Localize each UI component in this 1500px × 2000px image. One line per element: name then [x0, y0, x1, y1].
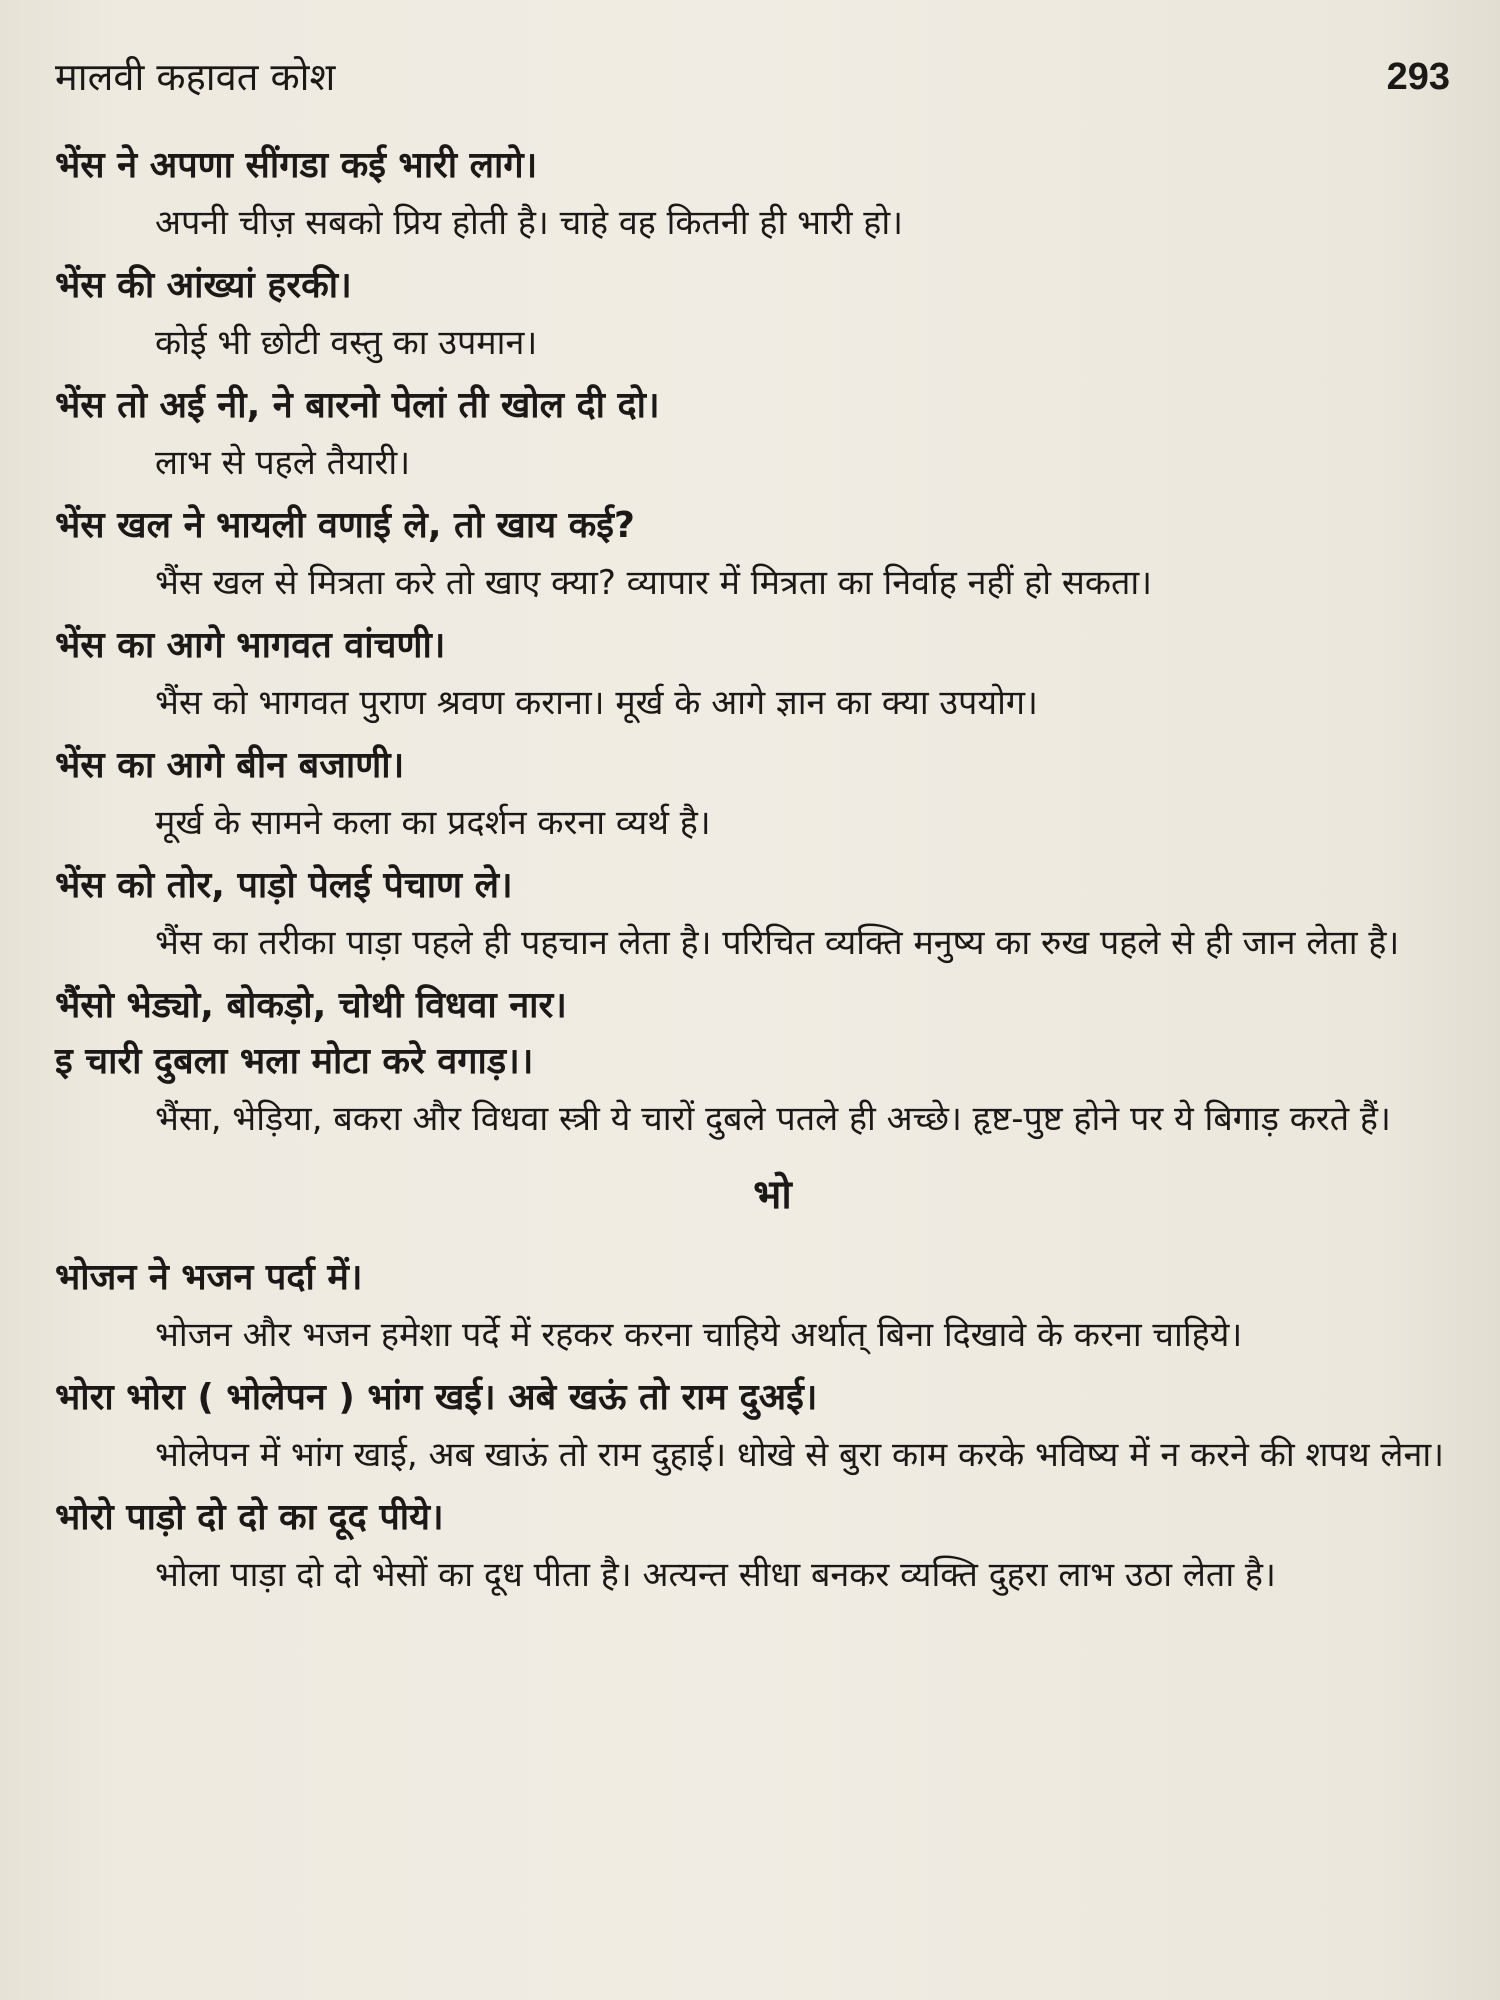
- proverb-headword: भेंस का आगे बीन बजाणी।: [55, 745, 405, 786]
- proverb-headword: भेंस का आगे भागवत वांचणी।: [55, 625, 446, 666]
- page-header: [55, 52, 1450, 102]
- proverb-meaning: भोलेपन में भांग खाई, अब खाऊं तो राम दुहाई। धोखे से बुरा काम करके भविष्य में न करने की शपथ लेना।: [155, 1435, 1445, 1475]
- proverb-headword: भेंस ने अपणा सींगडा कई भारी लागे।: [55, 145, 538, 186]
- proverb-entry: [55, 498, 1450, 612]
- proverb-entry: [55, 138, 1450, 252]
- proverb-meaning: अपनी चीज़ सबको प्रिय होती है। चाहे वह कितनी ही भारी हो।: [155, 203, 904, 243]
- proverb-meaning: कोई भी छोटी वस्तु का उपमान।: [155, 323, 538, 363]
- proverb-entry: [55, 1370, 1450, 1484]
- proverb-entry: [55, 618, 1450, 732]
- proverb-meaning: मूर्ख के सामने कला का प्रदर्शन करना व्यर्थ है।: [155, 803, 711, 843]
- proverb-entry: [55, 1250, 1450, 1364]
- proverb-meaning: भैंस को भागवत पुराण श्रवण कराना। मूर्ख के आगे ज्ञान का क्या उपयोग।: [155, 683, 1038, 723]
- proverb-entry: [55, 1490, 1450, 1604]
- proverb-meaning: भैंस का तरीका पाड़ा पहले ही पहचान लेता है। परिचित व्यक्ति मनुष्य का रुख पहले से ही जान लेता है।: [155, 923, 1400, 963]
- proverb-meaning: भैंसा, भेड़िया, बकरा और विधवा स्त्री ये चारों दुबले पतले ही अच्छे। हृष्ट-पुष्ट होने पर ये बिगाड़ करते हैं।: [155, 1099, 1391, 1139]
- proverb-entry: [55, 258, 1450, 372]
- proverb-meaning: भैंस खल से मित्रता करे तो खाए क्या? व्यापार में मित्रता का निर्वाह नहीं हो सकता।: [155, 563, 1153, 603]
- proverb-meaning: भोला पाड़ा दो दो भेसों का दूध पीता है। अत्यन्त सीधा बनकर व्यक्ति दुहरा लाभ उठा लेता है।: [155, 1555, 1276, 1595]
- dictionary-body: [55, 138, 1450, 1610]
- proverb-headword: भेंस को तोर, पाड़ो पेलई पेचाण ले।: [55, 865, 513, 906]
- section-letter-heading: भो: [753, 1172, 792, 1218]
- running-title: मालवी कहावत कोश: [55, 55, 336, 99]
- proverb-meaning: लाभ से पहले तैयारी।: [155, 443, 411, 483]
- proverb-headword-line-2: इ चारी दुबला भला मोटा करे वगाड़।।: [55, 1041, 534, 1082]
- proverb-entry: [55, 738, 1450, 852]
- proverb-headword: भेंस तो अई नी, ने बारनो पेलां ती खोल दी दो।: [55, 385, 660, 426]
- proverb-entry: [55, 978, 1450, 1148]
- proverb-headword: भेंस खल ने भायली वणाई ले, तो खाय कई?: [55, 505, 635, 546]
- proverb-meaning: भोजन और भजन हमेशा पर्दे में रहकर करना चाहिये अर्थात् बिना दिखावे के करना चाहिये।: [155, 1315, 1243, 1355]
- proverb-headword: भोरो पाड़ो दो दो का दूद पीये।: [55, 1497, 444, 1538]
- proverb-entry: [55, 858, 1450, 972]
- proverb-headword: भैंसो भेड्यो, बोकड़ो, चोथी विधवा नार।: [55, 985, 567, 1026]
- proverb-entry: [55, 378, 1450, 492]
- page-number: 293: [1386, 56, 1450, 98]
- proverb-headword: भोजन ने भजन पर्दा में।: [55, 1257, 363, 1298]
- proverb-headword: भोरा भोरा ( भोलेपन ) भांग खई। अबे खऊं तो राम दुअई।: [55, 1377, 818, 1418]
- proverb-headword: भेंस की आंख्यां हरकी।: [55, 265, 352, 306]
